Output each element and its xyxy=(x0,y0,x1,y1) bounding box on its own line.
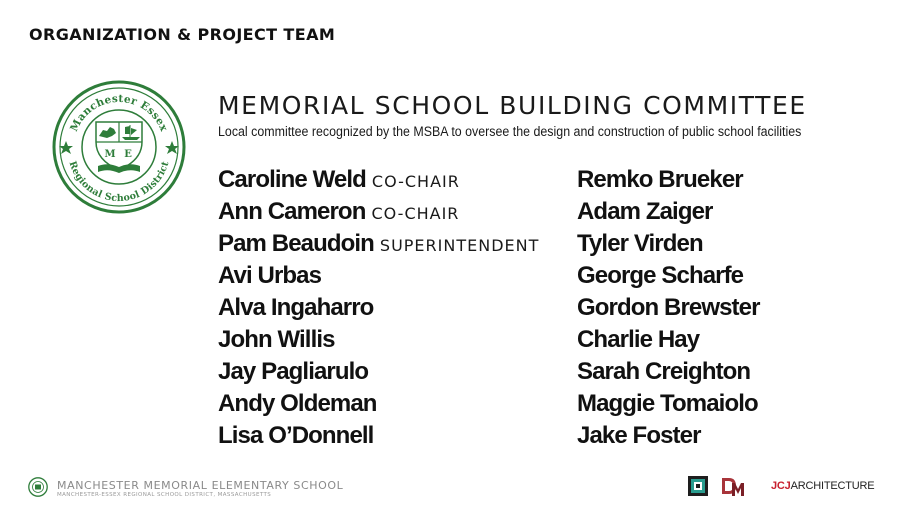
member-item xyxy=(577,228,760,260)
member-name: Jay Pagliarulo xyxy=(218,358,369,385)
member-item xyxy=(218,420,539,452)
footer-seal-logo xyxy=(28,477,48,497)
member-item xyxy=(218,164,539,196)
member-item xyxy=(577,324,760,356)
member-item xyxy=(577,292,760,324)
member-role: CO-CHAIR xyxy=(371,172,460,191)
member-item xyxy=(218,292,539,324)
member-role: SUPERINTENDENT xyxy=(379,236,540,255)
jcj-logo-prefix: JCJ xyxy=(771,480,791,492)
member-item xyxy=(577,196,760,228)
member-item xyxy=(218,324,539,356)
member-name: Ann Cameron xyxy=(218,198,366,225)
member-item xyxy=(218,388,539,420)
seal-bottom-text: Regional School District xyxy=(66,159,172,205)
district-seal-logo xyxy=(52,80,186,214)
seal-top-text: Manchester Essex xyxy=(68,92,170,134)
member-name: Andy Oldeman xyxy=(218,390,377,417)
section-heading: ORGANIZATION & PROJECT TEAM xyxy=(29,25,336,44)
member-name: Maggie Tomaiolo xyxy=(577,390,758,417)
committee-subtitle: Local committee recognized by the MSBA to oversee the design and construction of public school facilities xyxy=(218,124,802,139)
member-item xyxy=(218,356,539,388)
member-name: Sarah Creighton xyxy=(577,358,751,385)
member-item xyxy=(577,420,760,452)
member-name: John Willis xyxy=(218,326,335,353)
members-list-right xyxy=(577,164,760,452)
jcj-architecture-logo xyxy=(771,480,874,492)
footer-school-name: MANCHESTER MEMORIAL ELEMENTARY SCHOOL xyxy=(57,479,344,492)
member-item xyxy=(218,260,539,292)
member-name: Adam Zaiger xyxy=(577,198,713,225)
member-name: Pam Beaudoin xyxy=(218,230,374,257)
footer-district-name: MANCHESTER-ESSEX REGIONAL SCHOOL DISTRICT, MASSACHUSETTS xyxy=(57,492,272,498)
partner-square-logo xyxy=(688,476,708,496)
member-name: Gordon Brewster xyxy=(577,294,760,321)
members-list-left xyxy=(218,164,539,452)
member-item xyxy=(577,260,760,292)
jcj-logo-suffix: ARCHITECTURE xyxy=(790,480,875,492)
member-name: Caroline Weld xyxy=(218,166,366,193)
member-name: Jake Foster xyxy=(577,422,701,449)
partner-monogram-logo xyxy=(720,474,746,498)
seal-monogram-m: M xyxy=(104,149,116,160)
member-name: Remko Brueker xyxy=(577,166,743,193)
member-item xyxy=(577,356,760,388)
member-item xyxy=(218,228,539,260)
member-name: Charlie Hay xyxy=(577,326,700,353)
member-name: Lisa O’Donnell xyxy=(218,422,374,449)
member-role: CO-CHAIR xyxy=(371,204,460,223)
committee-title: MEMORIAL SCHOOL BUILDING COMMITTEE xyxy=(218,91,807,120)
member-item xyxy=(577,164,760,196)
member-name: Avi Urbas xyxy=(218,262,322,289)
member-name: Alva Ingaharro xyxy=(218,294,374,321)
member-name: George Scharfe xyxy=(577,262,744,289)
member-item xyxy=(218,196,539,228)
member-item xyxy=(577,388,760,420)
member-name: Tyler Virden xyxy=(577,230,703,257)
seal-monogram-e: E xyxy=(124,149,132,160)
